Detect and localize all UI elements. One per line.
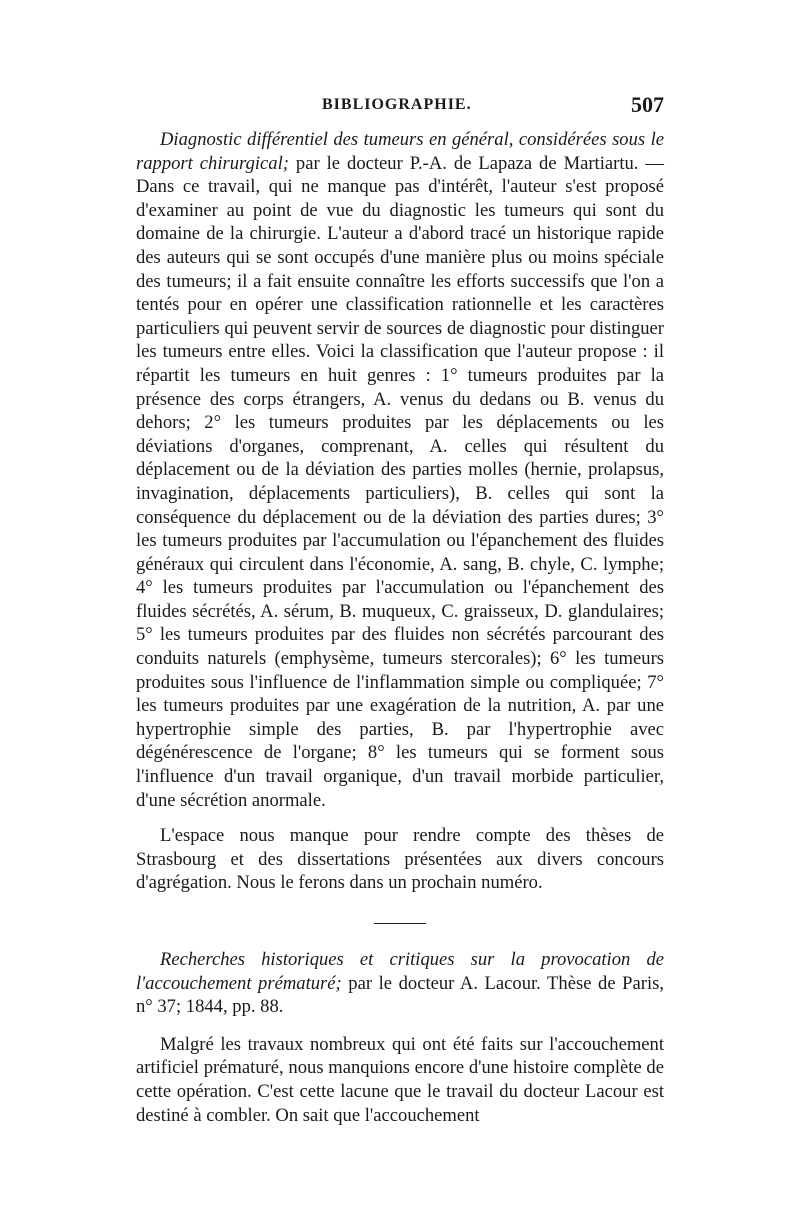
entry2-author: par le docteur A. Lacour. Thèse de Paris, n° 37; 1844, pp. 88. xyxy=(136,972,664,1018)
entry2-title: Recherches historiques et critiques sur la provocation de l'accouchement prématuré; xyxy=(136,949,664,994)
entry1-author: par le docteur P.-A. de Lapaza de Martiartu. xyxy=(288,152,639,174)
entry1-paragraph xyxy=(136,128,664,812)
running-head-title: BIBLIOGRAPHIE. xyxy=(322,96,472,113)
entry1-body: —Dans ce travail, qui ne manque pas d'intérêt, l'auteur s'est proposé d'examiner au point de vue du diagnostic les tumeurs qui sont du domaine de la chirurgie. L'auteur a d'abord tracé un historique rapide des auteurs qui se sont occupés d'une manière plus ou moins spéciale des tumeurs; il a fait ensuite connaître les efforts successifs que l'on a tentés pour en opérer une classification rationnelle et les caractères particuliers qui peuvent servir de sources de diagnostic pour distinguer les tumeurs entre elles. Voici la classification que l'auteur propose : il répartit les tumeurs en huit genres : 1° tumeurs produites par la présence des corps étrangers, A. venus du dedans ou B. venus du dehors; 2° les tumeurs produites par les déplacements ou les déviations d'organes, comprenant, A. celles qui résultent du déplacement ou de la déviation des parties molles (hernie, prolapsus, invagination, déplacements particuliers), B. celles qui sont la conséquence du déplacement ou de la déviation des parties dures; 3° les tumeurs produites par l'accumulation ou l'épanchement des fluides généraux qui circulent dans l'économie, A. sang, B. chyle, C. lymphe; 4° les tumeurs produites par l'accumulation ou l'épanchement des fluides sécrétés, A. sérum, B. muqueux, C. graisseux, D. glandulaires; 5° les tumeurs produites par des fluides non sécrétés parcourant des conduits naturels (emphysème, tumeurs stercorales); 6° les tumeurs produites sous l'influence de l'inflammation simple ou compliquée; 7° les tumeurs produites par une exagération de la nutrition, A. par une hypertrophie simple des parties, B. par l'hypertrophie avec dégénérescence de l'organe; 8° les tumeurs qui se forment sous l'influence d'un travail organique, d'un travail morbide particulier, d'une sécrétion anormale. xyxy=(136,152,664,811)
entry2-heading xyxy=(136,948,664,1019)
section-divider xyxy=(374,923,426,924)
running-head xyxy=(136,92,664,122)
page-number: 507 xyxy=(631,92,664,117)
book-page xyxy=(136,92,664,1127)
editorial-note: L'espace nous manque pour rendre compte des thèses de Strasbourg et des dissertations présentées aux divers concours d'agrégation. Nous le ferons dans un prochain numéro. xyxy=(136,825,664,894)
entry1-title: Diagnostic différentiel des tumeurs en général, considérées sous le rapport chirurgical; xyxy=(136,129,664,174)
entry2-body: Malgré les travaux nombreux qui ont été faits sur l'accouchement artificiel prématuré, nous manquions encore d'une histoire complète de cette opération. C'est cette lacune que le travail du docteur Lacour est destiné à combler. On sait que l'accouchement xyxy=(136,1033,664,1126)
